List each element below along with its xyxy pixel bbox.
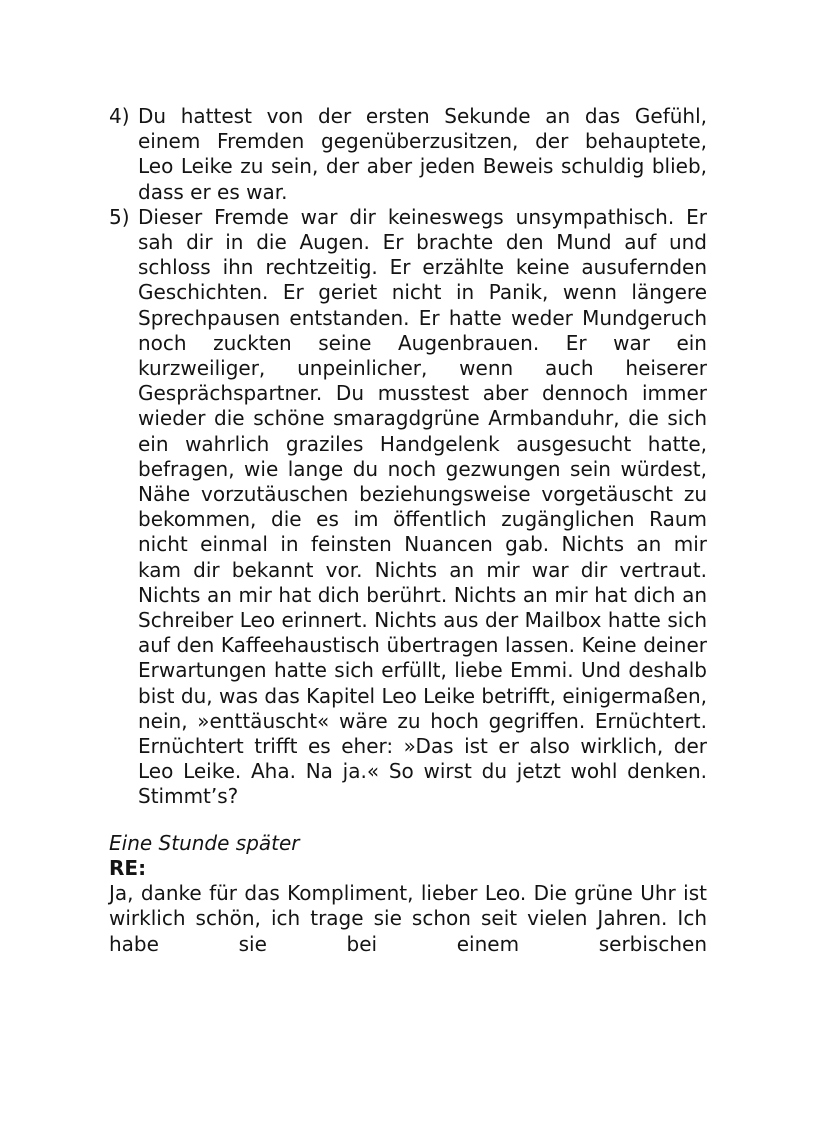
list-item [109,205,707,810]
document-page [109,104,707,957]
section-title: Eine Stunde später [109,830,300,855]
reply-label: RE: [109,855,147,880]
list-item-number: 5) [109,204,130,229]
reply-text: Ja, danke für das Kompliment, lieber Leo. Die grüne Uhr ist wirklich schön, ich trage sie schon seit vielen Jahren. Ich habe sie bei einem serbischen [109,881,707,956]
list-item-number: 4) [109,104,130,128]
list-item-text: Du hattest von der ersten Sekunde an das Gefühl, einem Fremden gegenüberzusitzen, der behauptete, Leo Leike zu sein, der aber jeden Beweis schuldig blieb, dass er es war. [138,104,707,204]
list-item [109,104,707,205]
list-item-text: Dieser Fremde war dir keineswegs unsympathisch. Er sah dir in die Augen. Er brachte den Mund auf und schloss ihn rechtzeitig. Er erzählte keine ausufernden Geschichten. Er geriet nicht in Panik, wenn längere Sprechpausen entstanden. Er hatte weder Mundgeruch noch zuckten seine Augenbrauen. Er war ein kurzweiliger, unpeinlicher, wenn auch heiserer Gesprächspartner. Du musstest aber dennoch immer wieder die schöne smaragdgrüne Armbanduhr, die sich ein wahrlich graziles Handgelenk ausgesucht hatte, befragen, wie lange du noch gezwungen sein würdest, Nähe vorzutäuschen beziehungsweise vorgetäuscht zu bekommen, die es im öffentlich zugänglichen Raum nicht einmal in feinsten Nuancen gab. Nichts an mir kam dir bekannt vor. Nichts an mir war dir vertraut. Nichts an mir hat dich berührt. Nichts an mir hat dich an Schreiber Leo erinnert. Nichts aus der Mailbox hatte sich auf den Kaffeehaustisch übertragen lassen. Keine deiner Erwartungen hatte sich erfüllt, liebe Emmi. Und deshalb bist du, was das Kapitel Leo Leike betrifft, einigermaßen, nein, »enttäuscht« wäre zu hoch gegriffen. Ernüchtert. Ernüchtert trifft es eher: »Das ist er also wirklich, der Leo Leike. Aha. Na ja.« So wirst du jetzt wohl denken. Stimmt’s? [138,204,707,809]
